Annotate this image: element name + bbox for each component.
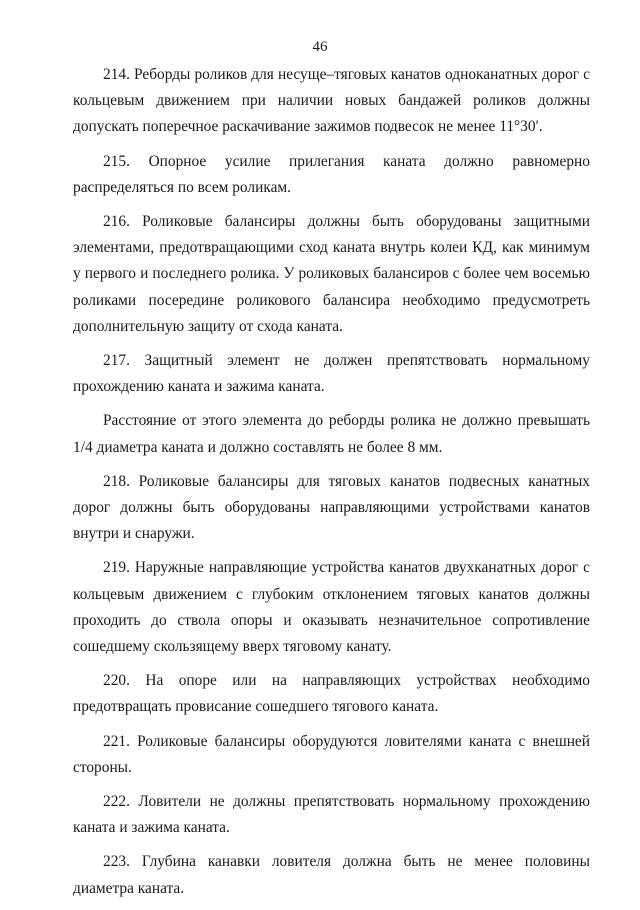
paragraph-216: 216. Роликовые балансиры должны быть оборудованы защитными элементами, предотвращающими сход каната внутрь колеи КД, как минимум у первого и последнего ролика. У роликовых балансиров с более чем восемью роликами посередине роликового балансира необходимо предусмотреть дополнительную защиту от схода каната.: [73, 213, 590, 335]
paragraph-217: 217. Защитный элемент не должен препятствовать нормальному прохождению каната и зажима каната.: [73, 352, 590, 396]
paragraph-219: 219. Наружные направляющие устройства канатов двухканатных дорог с кольцевым движением с глубоким отклонением тяговых канатов должны проходить до ствола опоры и оказывать незначительное сопротивление сошедшему скользящему вверх тяговому канату.: [73, 559, 590, 656]
paragraph-215: 215. Опорное усилие прилегания каната должно равномерно распределяться по всем роликам.: [73, 152, 590, 196]
paragraph-217-distance: Расстояние от этого элемента до реборды ролика не должно превышать 1/4 диаметра каната и должно составлять не более 8 мм.: [73, 412, 590, 456]
paragraph-218: 218. Роликовые балансиры для тяговых канатов подвесных канатных дорог должны быть оборудованы направляющими устройствами канатов внутри и снаружи.: [73, 472, 590, 543]
paragraph-221: 221. Роликовые балансиры оборудуются ловителями каната с внешней стороны.: [73, 732, 590, 776]
paragraph-220: 220. На опоре или на направляющих устройствах необходимо предотвращать провисание сошедшего тягового каната.: [73, 672, 590, 716]
page-number: 46: [312, 39, 328, 55]
paragraph-214: 214. Реборды роликов для несуще–тяговых канатов одноканатных дорог с кольцевым движением при наличии новых бандажей роликов должны допускать поперечное раскачивание зажимов подвесок не менее 11°30′.: [73, 66, 590, 136]
paragraph-222: 222. Ловители не должны препятствовать нормальному прохождению каната и зажима каната.: [73, 793, 590, 837]
document-body: [73, 62, 590, 910]
paragraph-223: 223. Глубина канавки ловителя должна быть не менее половины диаметра каната.: [73, 853, 590, 897]
